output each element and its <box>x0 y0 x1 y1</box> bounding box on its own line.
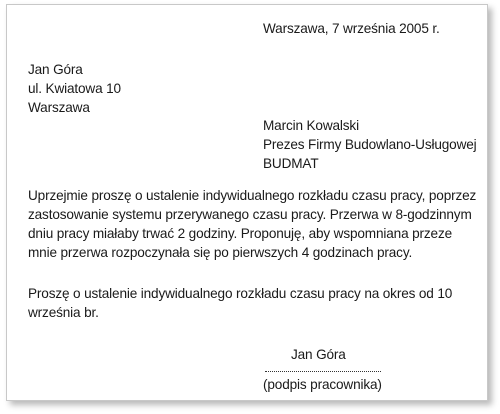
paragraph-line: Uprzejmie proszę o ustalenie indywidualnego rozkładu czasu pracy, poprzez <box>28 188 477 203</box>
signature-line <box>265 371 381 372</box>
place-date: Warszawa, 7 września 2005 r. <box>263 21 440 36</box>
recipient-company: BUDMAT <box>263 156 319 171</box>
sender-name: Jan Góra <box>28 62 83 77</box>
paragraph-line: mnie przerwa rozpoczynała się po pierwszych 4 godzinach pracy. <box>28 245 413 260</box>
sender-address <box>28 60 121 117</box>
recipient-address <box>263 116 477 173</box>
recipient-name: Marcin Kowalski <box>263 118 359 133</box>
sender-street: ul. Kwiatowa 10 <box>28 81 121 96</box>
signature-name: Jan Góra <box>291 347 346 362</box>
recipient-position: Prezes Firmy Budowlano-Usługowej <box>263 137 477 152</box>
signature-caption: (podpis pracownika) <box>263 377 382 392</box>
letter-page <box>6 4 488 401</box>
paragraph-line: września br. <box>28 305 99 320</box>
paragraph-line: zastosowanie systemu przerywanego czasu pracy. Przerwa w 8-godzinnym <box>28 207 472 222</box>
sender-city: Warszawa <box>28 100 90 115</box>
paragraph-line: Proszę o ustalenie indywidualnego rozkładu czasu pracy na okres od 10 <box>28 286 453 301</box>
paragraph-line: dniu pracy miałaby trwać 2 godziny. Proponuję, aby wspomniana przeze <box>28 226 453 241</box>
body-paragraph-2 <box>28 284 452 322</box>
body-paragraph-1 <box>28 186 476 262</box>
